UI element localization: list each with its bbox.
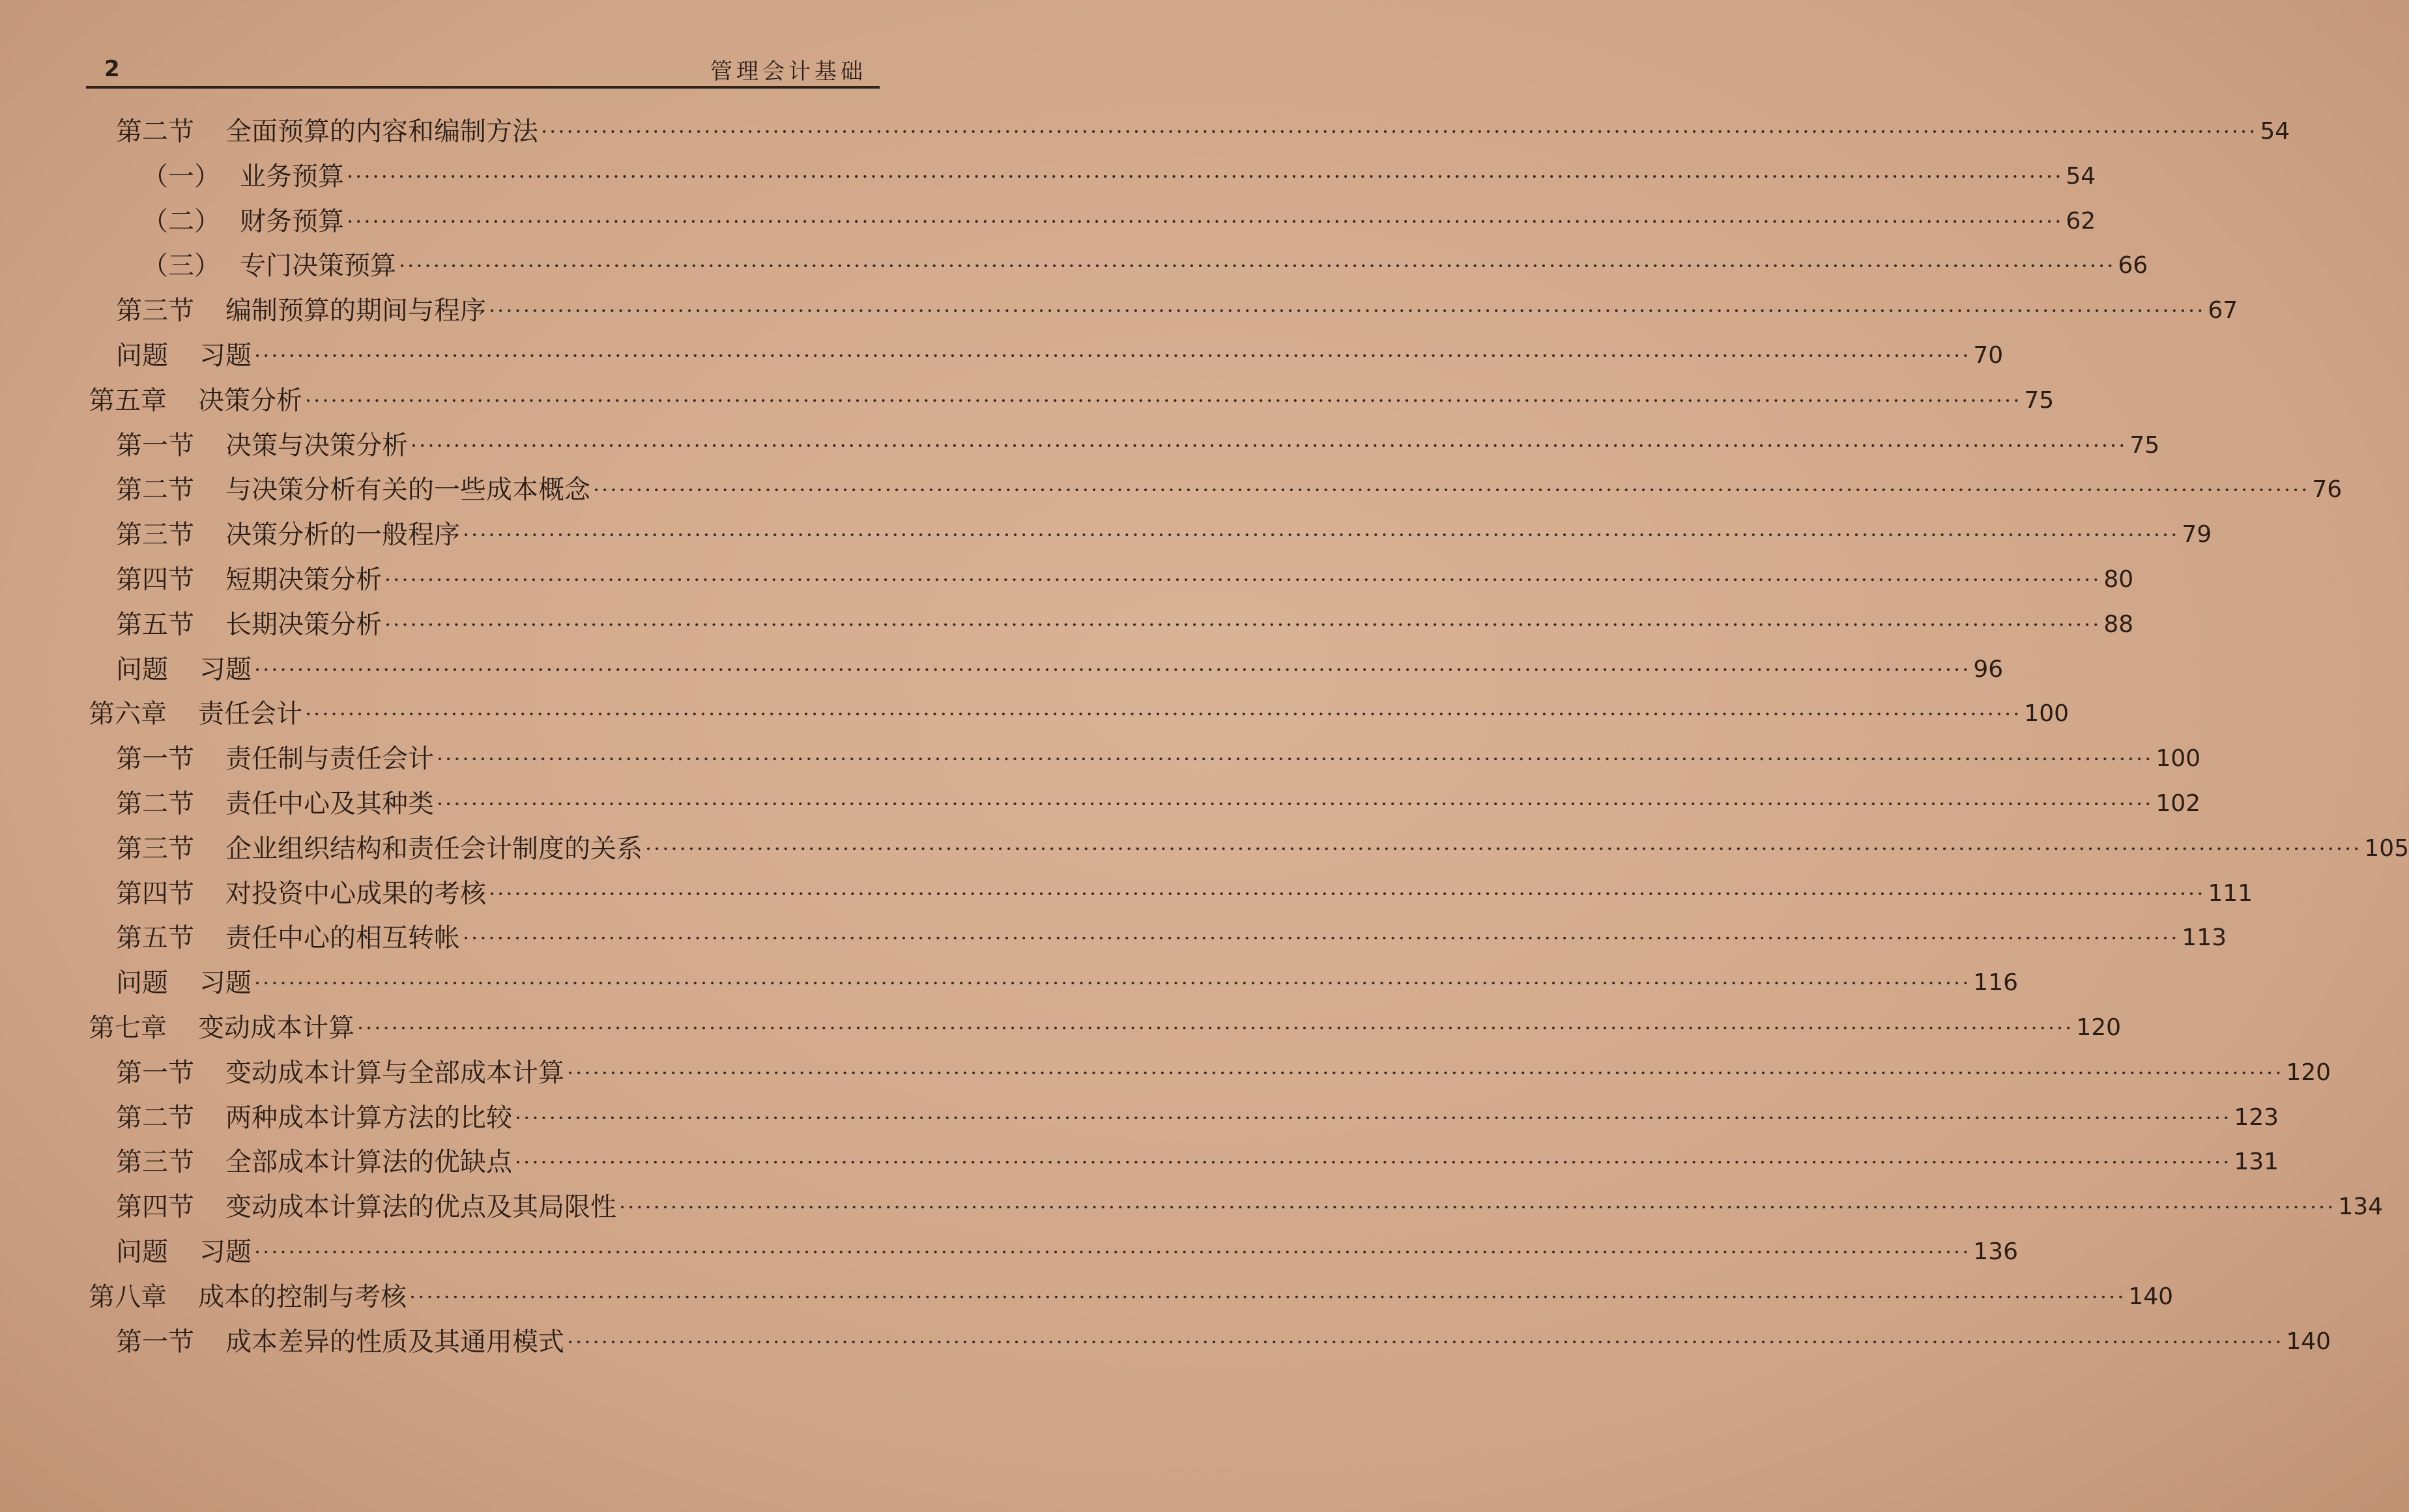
toc-entry-title: 成本的控制与考核 [198, 1281, 407, 1312]
toc-entry [89, 381, 2055, 420]
toc-entry-title: 编制预算的期间与程序 [225, 296, 486, 326]
toc-entry-page: 66 [2118, 252, 2148, 279]
toc-entry-number: （三） [142, 251, 220, 281]
toc-entry-number: 问题 [116, 341, 168, 371]
toc-entry-title: 变动成本计算法的优点及其局限性 [225, 1192, 616, 1223]
toc-entry-number: 第三节 [116, 296, 194, 326]
toc-entry-number: 第五章 [89, 385, 167, 416]
toc-entry-title: 决策分析的一般程序 [225, 520, 460, 550]
toc-entry-page: 67 [2208, 297, 2238, 324]
toc-entry-title: 习题 [199, 1237, 252, 1267]
toc-entry-page: 136 [1973, 1238, 2019, 1265]
toc-entry-page: 131 [2234, 1148, 2279, 1176]
toc-entry-page: 75 [2129, 431, 2160, 459]
dot-leader: ········································································································································································································ [437, 747, 2154, 772]
toc-entry [89, 694, 2070, 734]
dot-leader: ········································································································································································································ [254, 971, 1971, 996]
toc-entry-number: 第一节 [116, 1057, 194, 1088]
toc-entry-page: 111 [2208, 879, 2253, 907]
dot-leader: ········································································································································································································ [645, 836, 2362, 861]
toc-entry-number: 第一节 [116, 1326, 194, 1357]
toc-entry-page: 88 [2103, 610, 2134, 638]
dot-leader: ········································································································································································································ [619, 1195, 2336, 1220]
toc-entry-number: 第五节 [116, 609, 194, 640]
toc-entry-number: 第二节 [116, 475, 194, 506]
dot-leader: ········································································································································································································ [515, 1150, 2232, 1175]
dot-leader: ········································································································································································································ [347, 164, 2064, 189]
dot-leader: ········································································································································································································ [463, 522, 2180, 548]
dot-leader: ········································································································································································································ [384, 567, 2101, 592]
dot-leader: ········································································································································································································ [593, 478, 2310, 503]
toc-entry [116, 919, 2227, 958]
toc-entry-number: 第三节 [116, 833, 194, 864]
toc-entry-title: 财务预算 [240, 206, 344, 236]
toc-entry [116, 1233, 2019, 1272]
toc-entry-title: 变动成本计算与全部成本计算 [225, 1057, 564, 1088]
toc-entry-page: 113 [2182, 924, 2227, 952]
dot-leader: ········································································································································································································ [437, 792, 2154, 816]
dot-leader: ········································································································································································································ [399, 253, 2116, 279]
toc-entry-number: 第七章 [89, 1013, 167, 1043]
dot-leader: ········································································································································································································ [463, 926, 2180, 951]
toc-entry-page: 75 [2024, 386, 2055, 414]
toc-entry [116, 515, 2212, 554]
toc-entry-title: 习题 [199, 341, 252, 371]
toc-entry-page: 105 [2364, 834, 2409, 862]
toc-entry [142, 157, 2096, 196]
toc-entry-number: 问题 [116, 968, 168, 999]
dot-leader: ········································································································································································································ [305, 702, 2022, 727]
toc-entry-number: 问题 [116, 654, 168, 685]
toc-entry-number: 第三节 [116, 1147, 194, 1178]
toc-entry-number: （一） [142, 161, 220, 192]
toc-entry-page: 140 [2286, 1328, 2331, 1355]
toc-entry-number: 第一节 [116, 430, 194, 461]
toc-entry-page: 116 [1973, 969, 2019, 997]
toc-entry-number: （二） [142, 206, 220, 236]
toc-entry [116, 1188, 2384, 1227]
dot-leader: ········································································································································································································ [489, 298, 2206, 324]
toc-entry [116, 426, 2160, 465]
toc-entry-number: 第一节 [116, 744, 194, 775]
toc-entry-title: 责任制与责任会计 [225, 744, 434, 775]
dot-leader: ········································································································································································································ [305, 388, 2022, 413]
toc-entry-number: 第二节 [116, 789, 194, 819]
toc-entry-title: 责任中心及其种类 [225, 789, 434, 819]
toc-entry [116, 605, 2134, 644]
toc-entry-title: 责任会计 [198, 699, 302, 730]
toc-entry-title: 对投资中心成果的考核 [225, 878, 486, 909]
toc-entry-page: 123 [2234, 1104, 2279, 1131]
toc-entry-page: 100 [2156, 745, 2201, 773]
toc-entry [89, 1008, 2122, 1048]
toc-entry-number: 问题 [116, 1237, 168, 1267]
dot-leader: ········································································································································································································ [567, 1329, 2284, 1354]
toc-entry-number: 第六章 [89, 699, 167, 730]
toc-entry-number: 第二节 [116, 117, 194, 147]
toc-entry [116, 291, 2238, 330]
toc-entry-title: 业务预算 [240, 161, 344, 192]
dot-leader: ········································································································································································································ [254, 343, 1971, 368]
toc-entry-title: 企业组织结构和责任会计制度的关系 [225, 833, 642, 864]
toc-entry [116, 784, 2201, 823]
toc-entry-number: 第四节 [116, 565, 194, 595]
toc-entry [142, 202, 2096, 241]
toc-entry-page: 70 [1973, 342, 2004, 369]
dot-leader: ········································································································································································································ [489, 881, 2206, 906]
toc-entry-number: 第五节 [116, 923, 194, 954]
toc-entry [116, 1322, 2331, 1362]
toc-entry-page: 120 [2076, 1014, 2122, 1041]
toc-entry [116, 963, 2019, 1003]
toc-entry-page: 96 [1973, 655, 2004, 683]
toc-entry-title: 决策分析 [198, 385, 302, 416]
toc-entry [116, 1143, 2279, 1182]
toc-entry-number: 第四节 [116, 1192, 194, 1223]
toc-entry-title: 习题 [199, 968, 252, 999]
toc-entry-page: 102 [2156, 790, 2201, 817]
toc-entry-page: 140 [2128, 1283, 2174, 1310]
dot-leader: ········································································································································································································ [567, 1060, 2284, 1085]
dot-leader: ········································································································································································································ [357, 1016, 2074, 1040]
toc-entry-title: 变动成本计算 [198, 1013, 354, 1043]
dot-leader: ········································································································································································································ [384, 612, 2101, 637]
toc-entry-number: 第八章 [89, 1281, 167, 1312]
toc-entry-page: 62 [2066, 207, 2096, 235]
toc-entry [116, 739, 2201, 778]
toc-entry-title: 责任中心的相互转帐 [225, 923, 460, 954]
toc-entry-page: 80 [2103, 566, 2134, 593]
toc-entry-page: 76 [2312, 476, 2343, 504]
toc-entry-page: 134 [2338, 1193, 2384, 1221]
toc-entry-title: 短期决策分析 [225, 565, 382, 595]
toc-entry-title: 习题 [199, 654, 252, 685]
toc-entry [116, 470, 2343, 509]
toc-entry-title: 专门决策预算 [240, 251, 396, 281]
toc-entry-title: 决策与决策分析 [225, 430, 408, 461]
toc-entry [116, 336, 2004, 375]
toc-entry [116, 1053, 2331, 1092]
toc-entry-number: 第三节 [116, 520, 194, 550]
toc-entry-title: 长期决策分析 [225, 609, 382, 640]
dot-leader: ········································································································································································································ [254, 657, 1971, 682]
toc-entry [116, 829, 2409, 868]
toc-entry-title: 全面预算的内容和编制方法 [225, 117, 538, 147]
toc-entry [142, 246, 2148, 285]
toc-entry [116, 112, 2290, 151]
dot-leader: ········································································································································································································ [515, 1105, 2232, 1130]
toc-entry-number: 第四节 [116, 878, 194, 909]
toc-entry-title: 两种成本计算方法的比较 [225, 1102, 512, 1133]
running-title: 管理会计基础 [710, 59, 867, 85]
toc-entry [116, 650, 2004, 689]
toc-entry-page: 79 [2182, 521, 2212, 549]
toc-entry-page: 100 [2024, 700, 2070, 728]
toc-entry-page: 54 [2260, 118, 2290, 145]
toc-entry [116, 560, 2134, 599]
toc-entry-title: 成本差异的性质及其通用模式 [225, 1326, 564, 1357]
dot-leader: ········································································································································································································ [541, 119, 2258, 144]
dot-leader: ········································································································································································································ [409, 1284, 2126, 1309]
dot-leader: ········································································································································································································ [411, 433, 2128, 458]
toc-entry-title: 全部成本计算法的优缺点 [225, 1147, 512, 1178]
toc-entry-number: 第二节 [116, 1102, 194, 1133]
toc-entry [116, 874, 2253, 913]
toc-entry-page: 120 [2286, 1059, 2331, 1086]
page-number: 2 [104, 56, 120, 82]
toc-entry-title: 与决策分析有关的一些成本概念 [225, 475, 590, 506]
toc-entry [89, 1277, 2174, 1317]
dot-leader: ········································································································································································································ [254, 1240, 1971, 1264]
toc-entry [116, 1098, 2279, 1137]
dot-leader: ········································································································································································································ [347, 208, 2064, 234]
toc-entry-page: 54 [2066, 162, 2096, 190]
